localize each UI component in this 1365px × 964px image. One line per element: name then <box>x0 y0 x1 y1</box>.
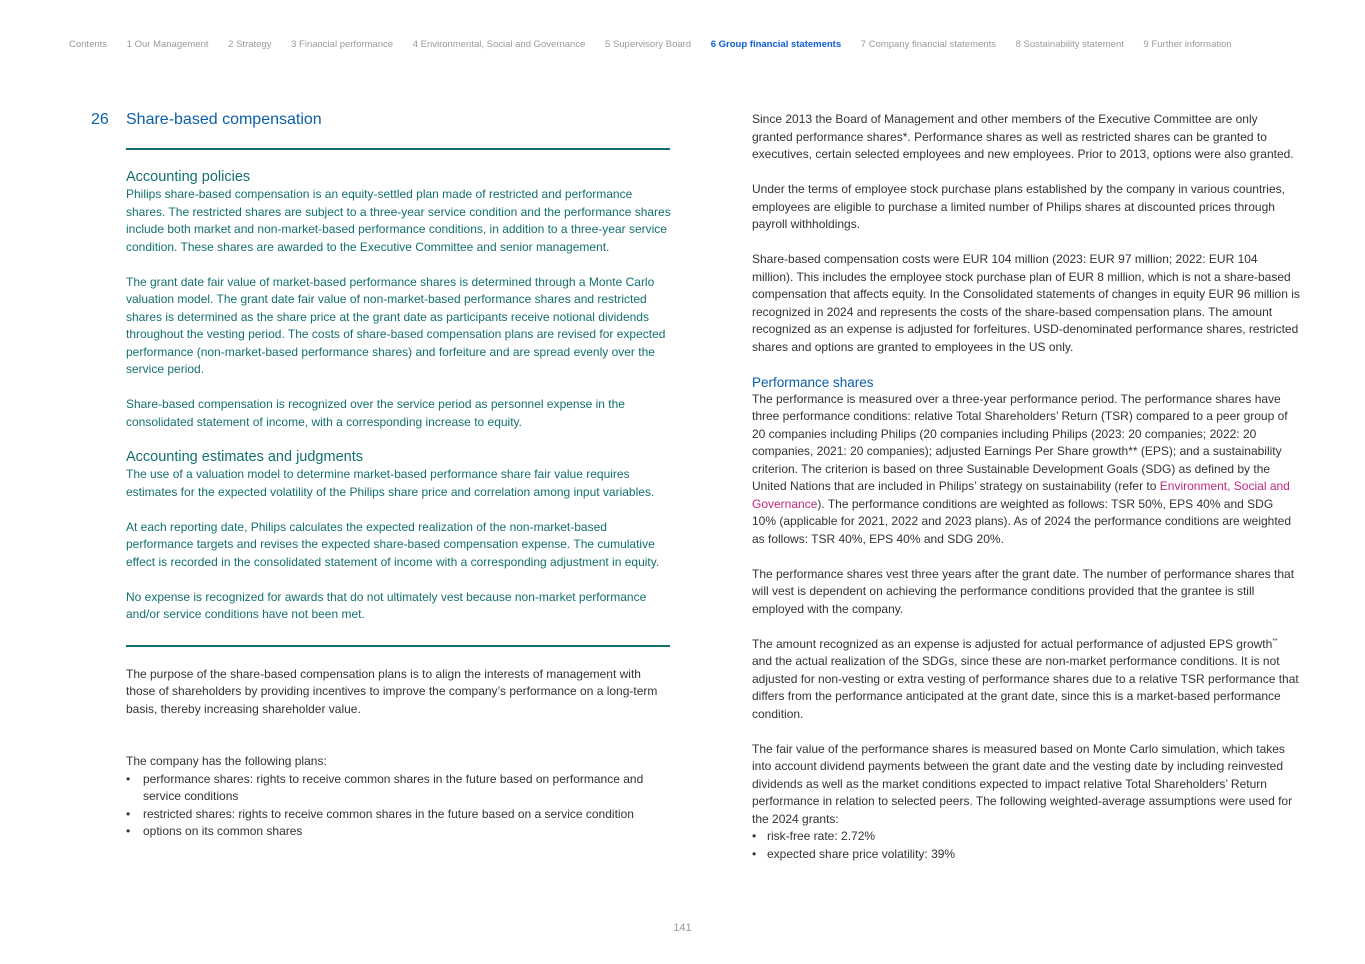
paragraph-text: The performance is measured over a three-year performance period. The performance shares have three performance conditions: relative Total Shareholders’ Return (TSR) compared to a peer group of 20 companies including Philips (20 companies including Philips (2023: 20 companies; 2022: 20 companies, 2021: 20 companies); adjusted Earnings Per Share growth** (EPS); and a sustainability criterion. The criterion is based on three Sustainable Development Goals (SDG) as defined by the United Nations that are included in Philips’ strategy on sustainability (refer to <box>752 391 1288 493</box>
esg-link[interactable]: Environment, Social and Governance <box>752 479 1290 511</box>
body-paragraph <box>752 636 1300 724</box>
paragraph-text: The amount recognized as an expense is adjusted for actual performance of adjusted EPS growth <box>752 636 1273 651</box>
nav-item-contents[interactable]: Contents <box>69 39 108 50</box>
left-column <box>91 111 671 841</box>
list-item: • options on its common shares <box>143 823 671 841</box>
policy-box-top-rule <box>126 148 670 150</box>
performance-shares-heading: Performance shares <box>752 374 874 390</box>
list-item: • expected share price volatility: 39% <box>767 846 1300 864</box>
top-navigation <box>69 39 1349 50</box>
right-column <box>752 111 1300 863</box>
list-item: • risk-free rate: 2.72% <box>767 828 1300 846</box>
purpose-paragraph: The purpose of the share-based compensation plans is to align the interests of management with those of shareholders by providing incentives to improve the company’s performance on a long-term basis, thereby increasing shareholder value. <box>126 666 658 716</box>
body-paragraph: The performance shares vest three years after the grant date. The number of performance shares that will vest is dependent on achieving the performance conditions provided that the grantee is still employed with the company. <box>752 566 1295 616</box>
left-body-text <box>126 666 671 841</box>
estimates-judgments-heading: Accounting estimates and judgments <box>126 449 363 465</box>
page-number: 141 <box>673 922 692 934</box>
policy-paragraph: Philips share-based compensation is an equity-settled plan made of restricted and performance shares. The restricted shares are subject to a three-year service condition and the performance shares include both market and non-market-based performance conditions, in addition to a three-year service condition. These shares are awarded to the Executive Committee and senior management. <box>126 187 671 254</box>
nav-item-supervisory-board[interactable]: 5 Supervisory Board <box>605 39 692 50</box>
policy-box-bottom-rule <box>126 645 670 647</box>
section-number: 26 <box>91 111 109 128</box>
accounting-policy-box <box>126 169 671 624</box>
footnote-marker: ** <box>1272 637 1278 645</box>
policy-paragraph: The grant date fair value of market-based performance shares is determined through a Monte Carlo valuation model. The grant date fair value of non-market-based performance shares and restricted shares is determined as the share price at the grant date as participants receive notional dividends throughout the vesting period. The costs of share-based compensation plans are revised for expected performance (non-market-based performance shares) and forfeiture and are spread evenly over the service period. <box>126 274 666 376</box>
nav-item-sustainability-statement[interactable]: 8 Sustainability statement <box>1015 39 1124 50</box>
body-paragraph <box>752 391 1300 549</box>
section-title: Share-based compensation <box>126 111 322 128</box>
nav-item-company-financial-statements[interactable]: 7 Company financial statements <box>860 39 996 50</box>
policy-paragraph: No expense is recognized for awards that do not ultimately vest because non-market performance and/or service conditions have not been met. <box>126 589 647 621</box>
nav-item-our-management[interactable]: 1 Our Management <box>126 39 209 50</box>
policy-paragraph: At each reporting date, Philips calculates the expected realization of the non-market-based performance targets and revises the expected share-based compensation expense. The cumulative effect is recorded in the consolidated statement of income with a corresponding adjustment in equity. <box>126 519 660 569</box>
nav-item-further-information[interactable]: 9 Further information <box>1143 39 1232 50</box>
nav-item-strategy[interactable]: 2 Strategy <box>228 39 272 50</box>
policy-paragraph: Share-based compensation is recognized over the service period as personnel expense in the consolidated statement of income, with a corresponding increase to equity. <box>126 397 625 429</box>
body-paragraph: Since 2013 the Board of Management and other members of the Executive Committee are only granted performance shares*. Performance shares as well as restricted shares can be granted to executives, certain selected employees and new employees. Prior to 2013, options were also granted. <box>752 112 1294 161</box>
list-item: • restricted shares: rights to receive common shares in the future based on a service condition <box>143 806 671 824</box>
body-paragraph: The fair value of the performance shares is measured based on Monte Carlo simulation, which takes into account dividend payments between the grant date and the vesting date by including reinvested dividends as well as the market conditions expected to impact relative Total Shareholders’ Return performance in relation to selected peers. The following weighted-average assumptions were used for the 2024 grants: <box>752 741 1293 826</box>
section-heading <box>91 111 671 129</box>
assumptions-list <box>752 828 1300 863</box>
nav-item-group-financial-statements[interactable]: 6 Group financial statements <box>710 39 842 50</box>
plans-list <box>126 771 671 841</box>
accounting-policies-heading: Accounting policies <box>126 169 251 185</box>
nav-item-financial-performance[interactable]: 3 Financial performance <box>291 39 394 50</box>
paragraph-text: ). The performance conditions are weighted as follows: TSR 50%, EPS 40% and SDG 10% (applicable for 2021, 2022 and 2023 plans). As of 2024 the performance conditions are weighted as follows: TSR 40%, EPS 40% and SDG 20%. <box>752 496 1292 546</box>
body-paragraph: Under the terms of employee stock purchase plans established by the company in various countries, employees are eligible to purchase a limited number of Philips shares at discounted prices through payroll withholdings. <box>752 182 1285 231</box>
paragraph-text: and the actual realization of the SDGs, since these are non-market performance conditions. It is not adjusted for non-vesting or extra vesting of performance shares due to a relative TSR performance that differs from the performance anticipated at the grant date, since this is a market-based performance condition. <box>752 654 1299 721</box>
body-paragraph: Share-based compensation costs were EUR 104 million (2023: EUR 97 million; 2022: EUR 104 million). This includes the employee stock purchase plan of EUR 8 million, which is not a share-based compensation that affects equity. In the Consolidated statements of changes in equity EUR 96 million is recognized in 2024 and represents the costs of the share-based compensation plans. The amount recognized as an expense is adjusted for forfeitures. USD-denominated performance shares, restricted shares and options are granted to employees in the US only. <box>752 252 1300 354</box>
list-item: • performance shares: rights to receive common shares in the future based on performance and service conditions <box>143 771 671 806</box>
nav-item-esg[interactable]: 4 Environmental, Social and Governance <box>412 39 586 50</box>
policy-paragraph: The use of a valuation model to determine market-based performance share fair value requires estimates for the expected volatility of the Philips share price and correlation among input variables. <box>126 467 655 499</box>
plans-intro: The company has the following plans: <box>126 754 327 768</box>
